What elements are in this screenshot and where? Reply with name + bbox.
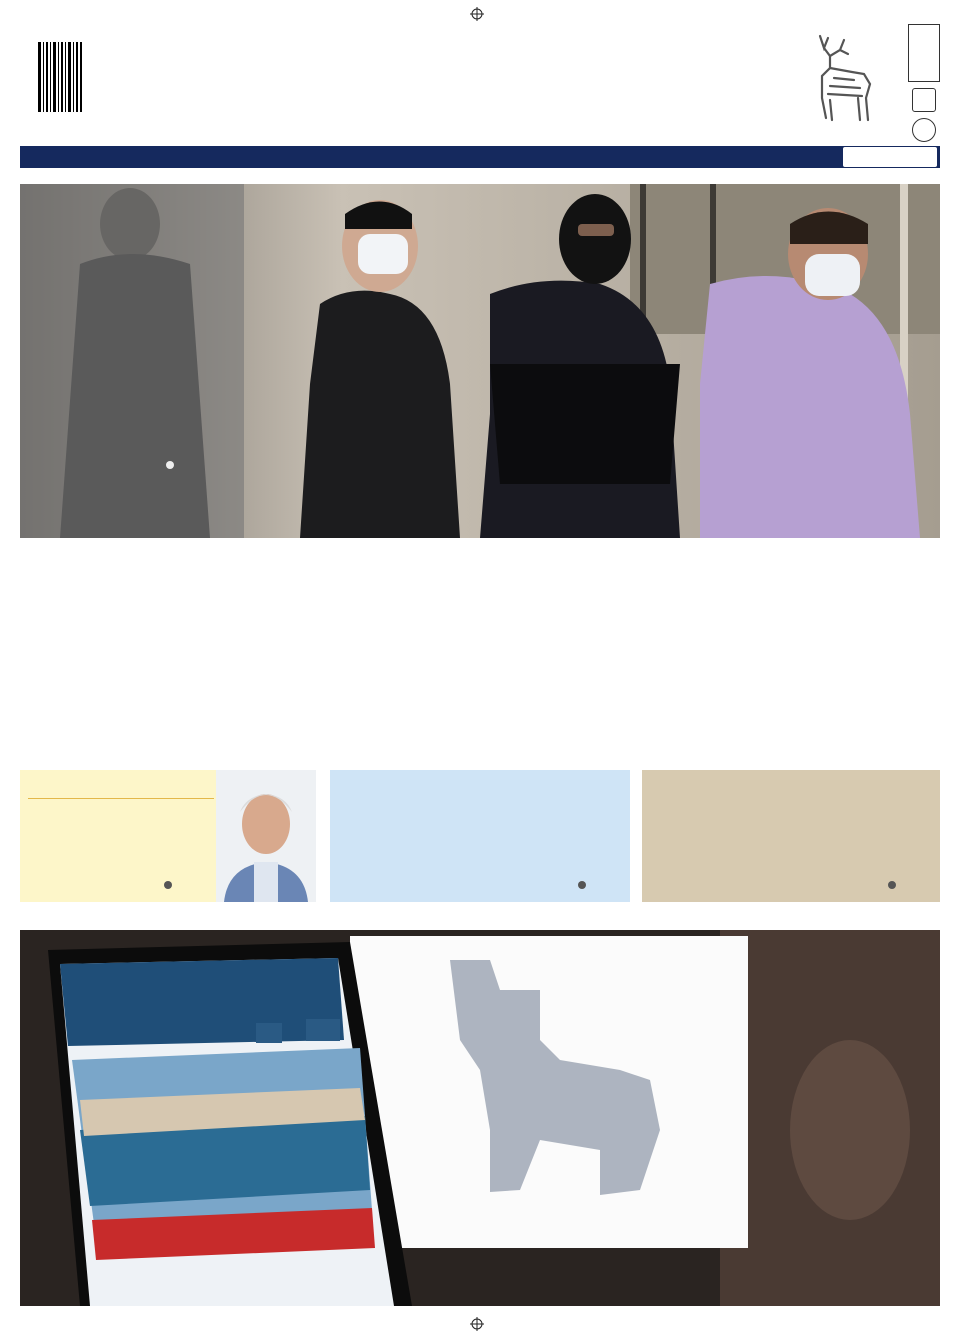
barcode-number (30, 52, 40, 132)
headline-line-1 (20, 545, 922, 637)
lead-bullets-panel (20, 184, 244, 538)
barcode-icon (36, 40, 84, 124)
deer-icon (800, 28, 884, 128)
rodiaki-gr-ad (20, 930, 940, 1306)
interview-page-ref (164, 880, 176, 891)
pages-badge (843, 147, 937, 167)
hospital-box (642, 770, 940, 902)
publisher-info-box (908, 24, 940, 144)
page-ref-bullet-icon (578, 881, 586, 889)
masthead-title (96, 14, 808, 144)
dermae-box (330, 770, 630, 902)
interview-portrait (216, 770, 316, 902)
dermae-page-ref (578, 880, 590, 891)
page-ref-bullet-icon (888, 881, 896, 889)
interview-box (20, 770, 316, 902)
lead-page-ref (166, 460, 178, 471)
headline-line-2 (20, 648, 958, 740)
crosshair-icon (470, 1317, 484, 1331)
page-ref-bullet-icon (164, 881, 172, 889)
page-ref-bullet-icon (166, 461, 174, 469)
hospital-page-ref (888, 880, 900, 891)
registration-mark-bottom (470, 1316, 540, 1330)
date-strip (20, 146, 940, 168)
ad-background (20, 930, 940, 1306)
